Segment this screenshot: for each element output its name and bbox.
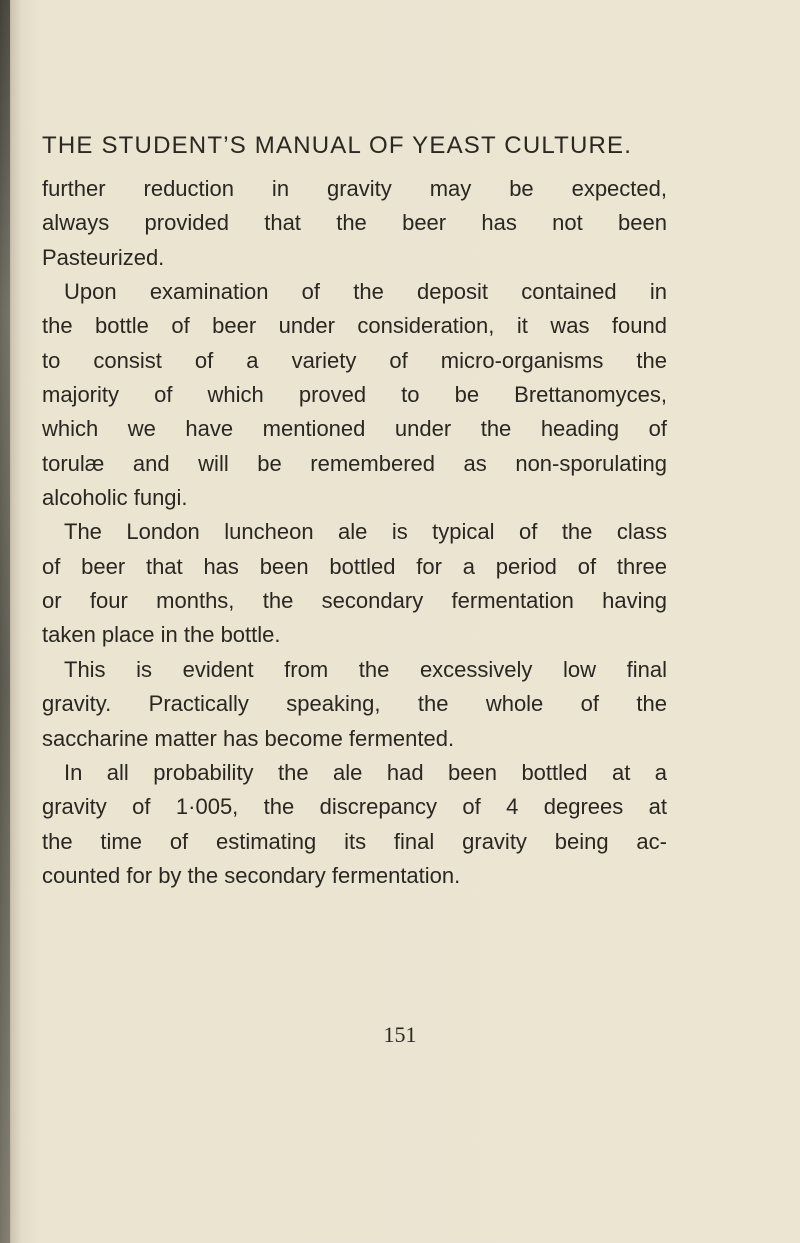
text-line: always provided that the beer has not been — [42, 210, 667, 236]
text-line: the bottle of beer under consideration, it was found — [42, 313, 667, 339]
text-line: taken place in the bottle. — [42, 622, 281, 648]
page-number: 151 — [383, 1022, 417, 1047]
text-line: which we have mentioned under the heading of — [42, 416, 667, 442]
text-line: gravity. Practically speaking, the whole of the — [42, 691, 667, 717]
text-line: Pasteurized. — [42, 244, 165, 270]
running-header: THE STUDENT’S MANUAL OF YEAST CULTURE. — [42, 132, 633, 159]
text-line: to consist of a variety of micro-organisms the — [42, 347, 667, 373]
text-line: further reduction in gravity may be expected, — [42, 176, 667, 201]
text-line: the time of estimating its final gravity being ac- — [42, 828, 667, 854]
text-line: alcoholic fungi. — [42, 485, 188, 511]
paragraph-start-line: In all probability the ale had been bottled at a — [64, 759, 667, 785]
paragraph-start-line: This is evident from the excessively low final — [64, 656, 667, 682]
paragraph-start-line: Upon examination of the deposit contained in — [64, 279, 667, 305]
binding-gutter-shadow — [0, 0, 10, 1243]
text-line: of beer that has been bottled for a period of three — [42, 553, 667, 579]
text-line: counted for by the secondary fermentation. — [42, 862, 461, 888]
text-line: saccharine matter has become fermented. — [42, 725, 455, 751]
text-line: or four months, the secondary fermentation having — [42, 588, 667, 614]
paragraph-start-line: The London luncheon ale is typical of the class — [64, 519, 667, 545]
body-text — [42, 172, 667, 893]
text-line: majority of which proved to be Brettanomyces, — [42, 382, 667, 408]
text-line: torulæ and will be remembered as non-sporulating — [42, 450, 667, 476]
text-line: gravity of 1·005, the discrepancy of 4 degrees at — [42, 794, 667, 820]
